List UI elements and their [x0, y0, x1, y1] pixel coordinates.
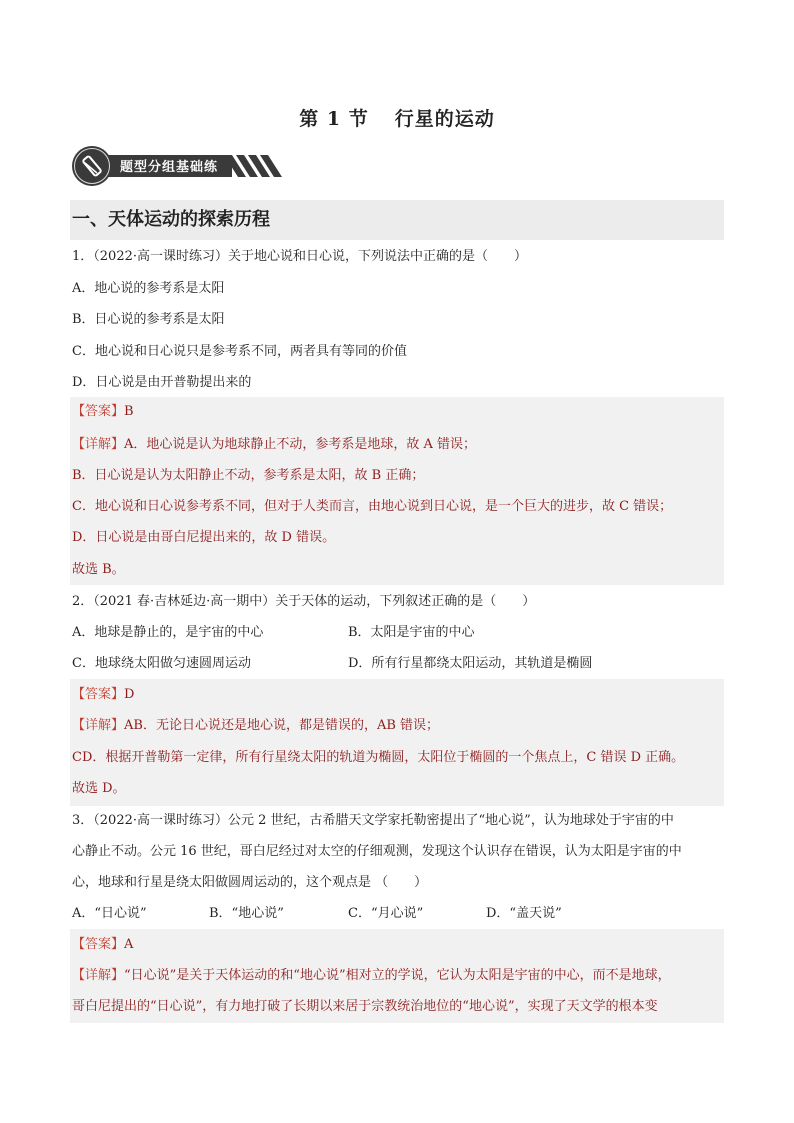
q1-answer [72, 402, 134, 422]
q3-detail-1: 【详解】“日心说”是关于天体运动的和“地心说”相对立的学说，它认为太阳是宇宙的中心，而不是地球， [72, 968, 671, 983]
q2-answer [72, 685, 134, 705]
q2-conclusion: 故选 D。 [72, 781, 126, 796]
q2-option-b: B．太阳是宇宙的中心 [348, 625, 475, 640]
stripes-decoration [224, 155, 284, 177]
q2-solution-box [70, 679, 724, 806]
lesson-name: 行星的运动 [394, 108, 495, 130]
banner-label: 题型分组基础练 [120, 160, 219, 175]
q2-detail-1: 【详解】AB．无论日心说还是地心说，都是错误的，AB 错误； [72, 718, 440, 733]
q1-detail-4: D．日心说是由哥白尼提出来的，故 D 错误。 [72, 530, 336, 545]
q1-detail-1: 【详解】A．地心说是认为地球静止不动，参考系是地球，故 A 错误； [72, 437, 477, 452]
q3-detail-2: 哥白尼提出的“日心说”，有力地打破了长期以来居于宗教统治地位的“地心说”，实现了天文学的根本变 [72, 999, 658, 1014]
q1-solution-box [70, 397, 724, 585]
pencil-icon [75, 149, 109, 183]
q1-option-c: C．地心说和日心说只是参考系不同，两者具有等同的价值 [72, 344, 407, 359]
q2-option-a: A．地球是静止的，是宇宙的中心 [72, 625, 264, 640]
q3-option-c: C．“月心说” [348, 906, 424, 921]
answer-value: B [124, 404, 134, 419]
lesson-number: 第 1 节 [299, 108, 369, 130]
q1-option-a: A．地心说的参考系是太阳 [72, 281, 225, 296]
q1-stem: 1．（2022·高一课时练习）关于地心说和日心说，下列说法中正确的是（ ） [72, 249, 527, 264]
q2-stem: 2．（2021 春·吉林延边·高一期中）关于天体的运动，下列叙述正确的是（ ） [72, 594, 536, 609]
answer-value: A [124, 937, 134, 952]
section-banner [74, 148, 284, 184]
q2-detail-2: CD．根据开普勒第一定律，所有行星绕太阳的轨道为椭圆，太阳位于椭圆的一个焦点上，C 错误 D 正确。 [72, 750, 685, 765]
answer-value: D [124, 687, 135, 702]
q3-stem-1: 3．（2022·高一课时练习）公元 2 世纪，古希腊天文学家托勒密提出了“地心说”，认为地球处于宇宙的中 [72, 813, 674, 828]
answer-label: 【答案】 [72, 937, 125, 952]
q3-stem-2: 心静止不动。公元 16 世纪，哥白尼经过对太空的仔细观测，发现这个认识存在错误，认为太阳是宇宙的中 [72, 844, 682, 859]
q1-option-b: B．日心说的参考系是太阳 [72, 312, 225, 327]
detail-label: 【详解】 [72, 718, 125, 733]
q3-stem-3: 心，地球和行星是绕太阳做圆周运动的，这个观点是 （ ） [72, 875, 428, 890]
q1-detail-3: C．地心说和日心说参考系不同，但对于人类而言，由地心说到日心说，是一个巨大的进步，故 C 错误； [72, 499, 673, 514]
q1-detail-2: B．日心说是认为太阳静止不动，参考系是太阳，故 B 正确； [72, 468, 425, 483]
page-title [0, 104, 794, 131]
answer-label: 【答案】 [72, 687, 125, 702]
answer-label: 【答案】 [72, 404, 125, 419]
section-heading: 一、天体运动的探索历程 [70, 200, 724, 240]
detail-label: 【详解】 [72, 968, 125, 983]
q3-option-d: D．“盖天说” [486, 906, 562, 921]
detail-label: 【详解】 [72, 437, 125, 452]
q2-option-c: C．地球绕太阳做匀速圆周运动 [72, 656, 251, 671]
q1-option-d: D．日心说是由开普勒提出来的 [72, 375, 252, 390]
banner-logo [74, 148, 110, 184]
q3-answer [72, 935, 133, 955]
q3-option-a: A．“日心说” [72, 906, 147, 921]
q2-option-d: D．所有行星都绕太阳运动，其轨道是椭圆 [348, 656, 593, 671]
q3-option-b: B．“地心说” [209, 906, 284, 921]
q1-conclusion: 故选 B。 [72, 562, 125, 577]
